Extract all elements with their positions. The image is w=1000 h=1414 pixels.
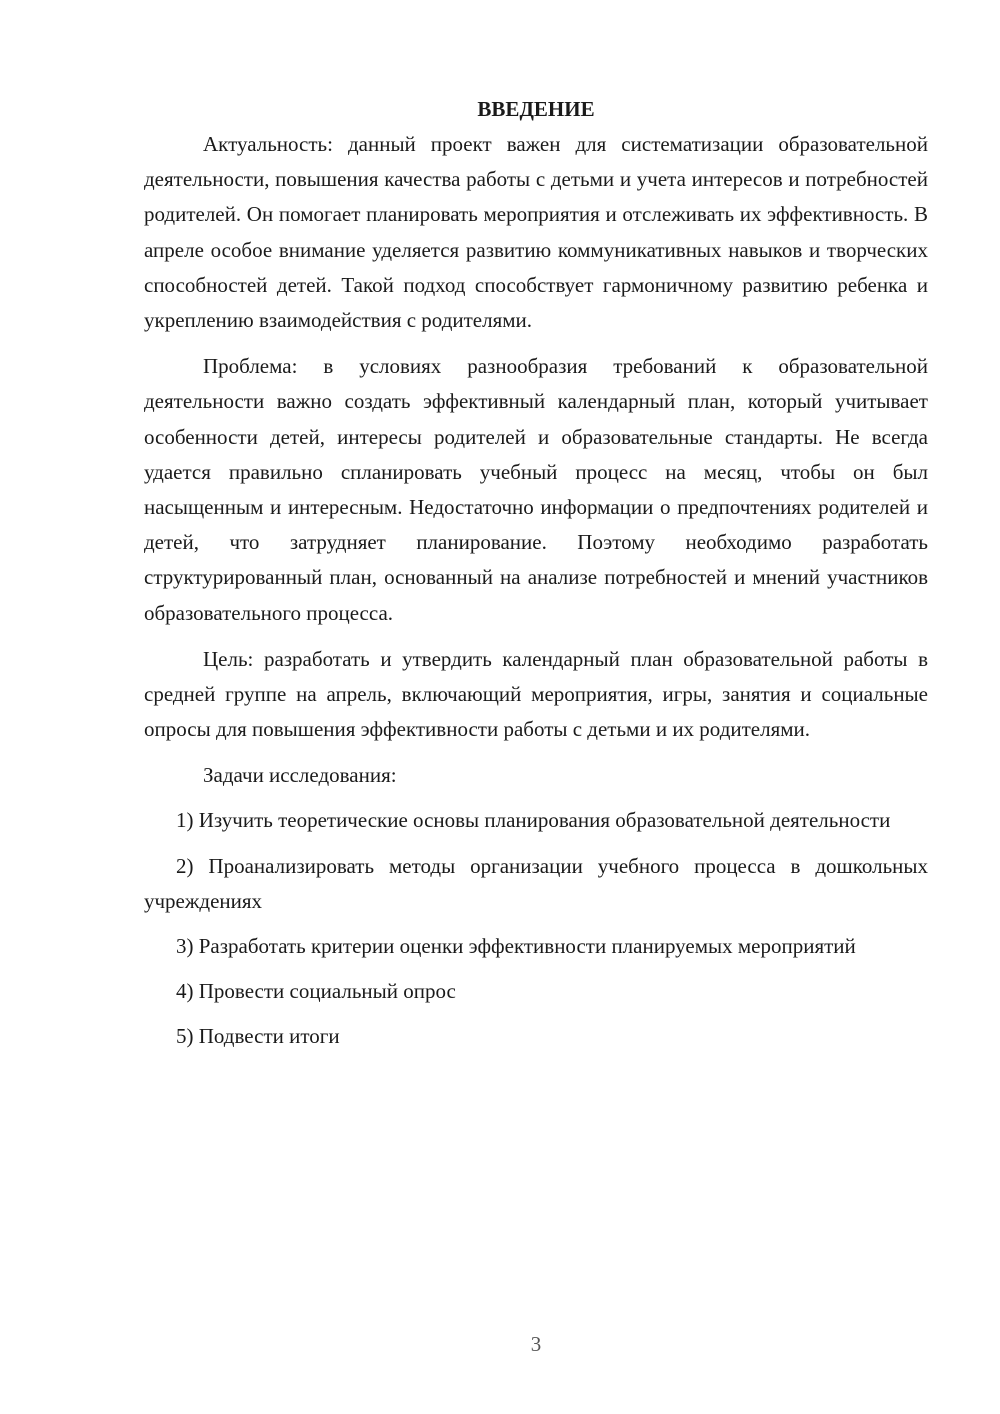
tasks-heading: Задачи исследования: <box>203 763 397 788</box>
task-item: 4) Провести социальный опрос <box>176 979 456 1004</box>
paragraph-relevance: Актуальность: данный проект важен для систематизации образовательной деятельности, повышения качества работы с детьми и учета интересов и потребностей родителей. Он помогает планировать мероприятия и отслеживать их эффективность. В апреле особое внимание уделяется развитию коммуникативных навыков и творческих способностей детей. Такой подход способствует гармоничному развитию ребенка и укреплению взаимодействия с родителями. <box>144 132 928 333</box>
document-page <box>144 92 928 1055</box>
page-number: 3 <box>530 1332 542 1356</box>
task-item: 1) Изучить теоретические основы планирования образовательной деятельности <box>176 808 891 833</box>
task-item: 3) Разработать критерии оценки эффективности планируемых мероприятий <box>176 934 856 959</box>
task-item: 2) Проанализировать методы организации учебного процесса в дошкольных учреждениях <box>144 853 928 913</box>
page-title: ВВЕДЕНИЕ <box>477 97 595 121</box>
task-item: 5) Подвести итоги <box>176 1024 340 1049</box>
paragraph-goal: Цель: разработать и утвердить календарный план образовательной работы в средней группе на апрель, включающий мероприятия, игры, занятия и социальные опросы для повышения эффективности работы с детьми и их родителями. <box>144 646 928 742</box>
paragraph-problem: Проблема: в условиях разнообразия требований к образовательной деятельности важно создать эффективный календарный план, который учитывает особенности детей, интересы родителей и образовательные стандарты. Не всегда удается правильно спланировать учебный процесс на месяц, чтобы он был насыщенным и интересным. Недостаточно информации о предпочтениях родителей и детей, что затрудняет планирование. Поэтому необходимо разработать структурированный план, основанный на анализе потребностей и мнений участников образовательного процесса. <box>144 354 928 625</box>
